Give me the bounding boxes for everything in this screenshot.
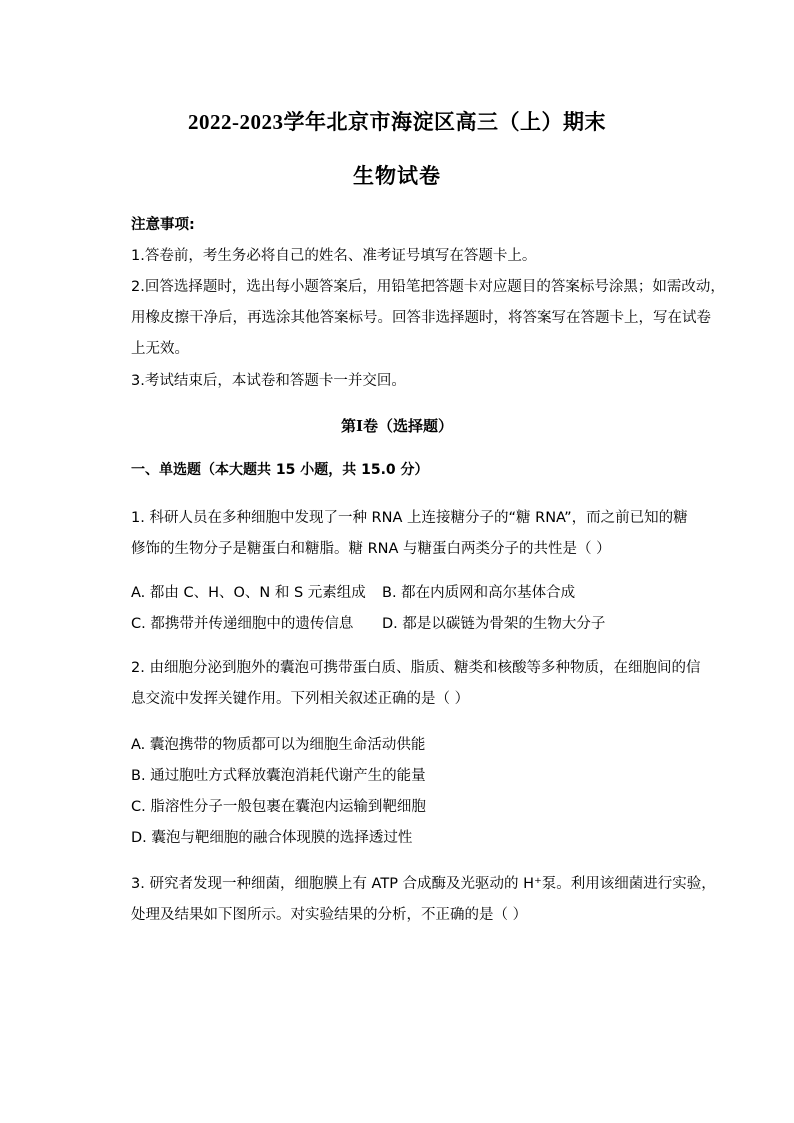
- question-3-line: 处理及结果如下图所示。对实验结果的分析，不正确的是（ ）: [131, 907, 528, 923]
- question-2-option-b: B. 通过胞吐方式释放囊泡消耗代谢产生的能量: [131, 768, 426, 784]
- volume-title: 第Ⅰ卷（选择题）: [340, 419, 454, 435]
- page-title: 2022-2023学年北京市海淀区高三（上）期末: [188, 110, 606, 134]
- question-2-option-a: A. 囊泡携带的物质都可以为细胞生命活动供能: [131, 737, 426, 753]
- question-1-line: 修饰的生物分子是糖蛋白和糖脂。糖 RNA 与糖蛋白两类分子的共性是（ ）: [131, 541, 611, 557]
- notice-heading: 注意事项:: [131, 217, 195, 233]
- notice-line: 上无效。: [131, 341, 189, 357]
- question-1-option-b: B. 都在内质网和高尔基体合成: [382, 585, 576, 601]
- question-1-line: 1. 科研人员在多种细胞中发现了一种 RNA 上连接糖分子的“糖 RNA”，而之前已知的糖: [131, 510, 688, 526]
- question-1-option-d: D. 都是以碳链为骨架的生物大分子: [382, 616, 606, 632]
- notice-line: 用橡皮擦干净后，再选涂其他答案标号。回答非选择题时，将答案写在答题卡上，写在试卷: [131, 310, 711, 326]
- question-3-line: 3. 研究者发现一种细菌，细胞膜上有 ATP 合成酶及光驱动的 H⁺泵。利用该细菌进行实验，: [131, 876, 716, 892]
- question-2-option-c: C. 脂溶性分子一般包裹在囊泡内运输到靶细胞: [131, 799, 426, 815]
- notice-line: 1.答卷前，考生务必将自己的姓名、准考证号填写在答题卡上。: [131, 248, 537, 264]
- part-title: 一、单选题（本大题共 15 小题，共 15.0 分）: [131, 462, 429, 478]
- question-1-option-c: C. 都携带并传递细胞中的遗传信息: [131, 616, 354, 632]
- question-2-line: 息交流中发挥关键作用。下列相关叙述正确的是（ ）: [131, 691, 470, 707]
- question-1-option-a: A. 都由 C、H、O、N 和 S 元素组成: [131, 585, 366, 601]
- question-2-line: 2. 由细胞分泌到胞外的囊泡可携带蛋白质、脂质、糖类和核酸等多种物质，在细胞间的信: [131, 660, 701, 676]
- notice-line: 2.回答选择题时，选出每小题答案后，用铅笔把答题卡对应题目的答案标号涂黑；如需改动，: [131, 279, 725, 295]
- question-2-option-d: D. 囊泡与靶细胞的融合体现膜的选择透过性: [131, 830, 413, 846]
- page-subtitle: 生物试卷: [353, 164, 441, 188]
- notice-line: 3.考试结束后，本试卷和答题卡一并交回。: [131, 373, 406, 389]
